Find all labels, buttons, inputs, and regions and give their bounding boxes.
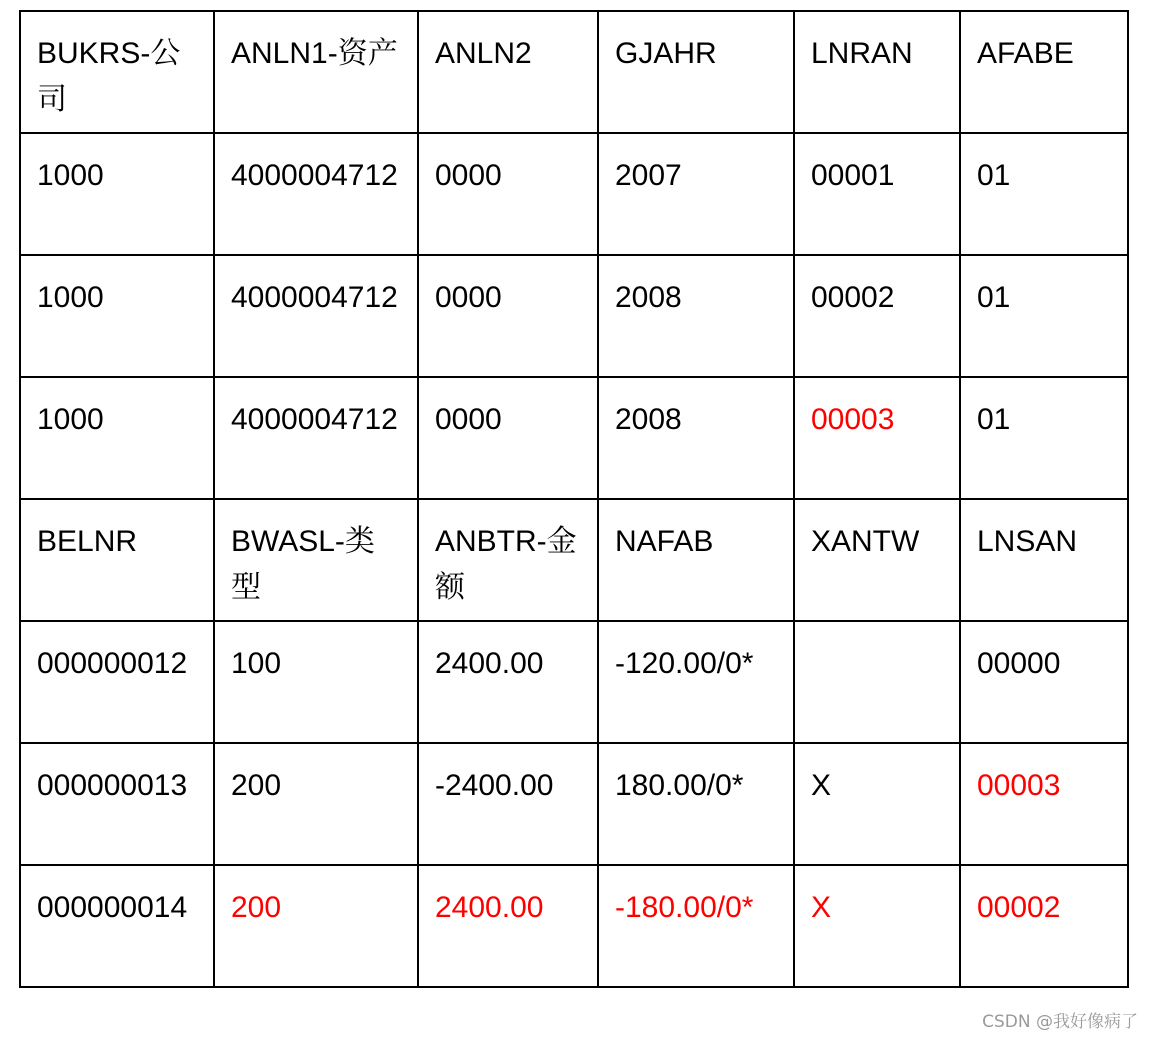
table-cell: [794, 621, 960, 743]
table-cell: 200: [214, 865, 418, 987]
table-cell: GJAHR: [598, 11, 794, 133]
table-row: [20, 743, 1128, 865]
table-cell: 200: [214, 743, 418, 865]
table-row: [20, 133, 1128, 255]
table-cell: LNSAN: [960, 499, 1128, 621]
table-cell: 000000013: [20, 743, 214, 865]
table-cell: BELNR: [20, 499, 214, 621]
table-cell: 180.00/0*: [598, 743, 794, 865]
table-row: [20, 11, 1128, 133]
table-cell: 1000: [20, 133, 214, 255]
table-cell: XANTW: [794, 499, 960, 621]
table-cell: 00003: [960, 743, 1128, 865]
table-row: [20, 255, 1128, 377]
table-cell: 100: [214, 621, 418, 743]
table-cell: 4000004712: [214, 255, 418, 377]
table-cell: 000000012: [20, 621, 214, 743]
table-cell: 00002: [960, 865, 1128, 987]
table-cell: AFABE: [960, 11, 1128, 133]
table-cell: NAFAB: [598, 499, 794, 621]
table-cell: -2400.00: [418, 743, 598, 865]
table-row: [20, 865, 1128, 987]
table-body: [20, 11, 1128, 987]
table-cell: ANLN2: [418, 11, 598, 133]
asset-table: [19, 10, 1129, 988]
table-cell: 0000: [418, 255, 598, 377]
table-cell: -120.00/0*: [598, 621, 794, 743]
watermark: CSDN @我好像病了: [982, 1012, 1138, 1032]
table-cell: 0000: [418, 133, 598, 255]
table-cell: 2008: [598, 377, 794, 499]
table-cell: 1000: [20, 255, 214, 377]
table-cell: 4000004712: [214, 133, 418, 255]
table-cell: 00003: [794, 377, 960, 499]
table-row: [20, 377, 1128, 499]
table-cell: -180.00/0*: [598, 865, 794, 987]
table-row: [20, 499, 1128, 621]
table-cell: 000000014: [20, 865, 214, 987]
table-cell: X: [794, 865, 960, 987]
table-cell: X: [794, 743, 960, 865]
table-cell: 00001: [794, 133, 960, 255]
table-cell: ANBTR-金额: [418, 499, 598, 621]
table-cell: BUKRS-公司: [20, 11, 214, 133]
table-cell: 01: [960, 377, 1128, 499]
table-row: [20, 621, 1128, 743]
table-cell: 00002: [794, 255, 960, 377]
table-cell: 01: [960, 255, 1128, 377]
table-cell: 2400.00: [418, 865, 598, 987]
table-cell: 0000: [418, 377, 598, 499]
table-cell: 1000: [20, 377, 214, 499]
table-cell: ANLN1-资产: [214, 11, 418, 133]
table-cell: 2008: [598, 255, 794, 377]
table-cell: BWASL-类型: [214, 499, 418, 621]
table-cell: LNRAN: [794, 11, 960, 133]
table-cell: 4000004712: [214, 377, 418, 499]
table-cell: 2400.00: [418, 621, 598, 743]
table-cell: 01: [960, 133, 1128, 255]
table-cell: 00000: [960, 621, 1128, 743]
table-cell: 2007: [598, 133, 794, 255]
